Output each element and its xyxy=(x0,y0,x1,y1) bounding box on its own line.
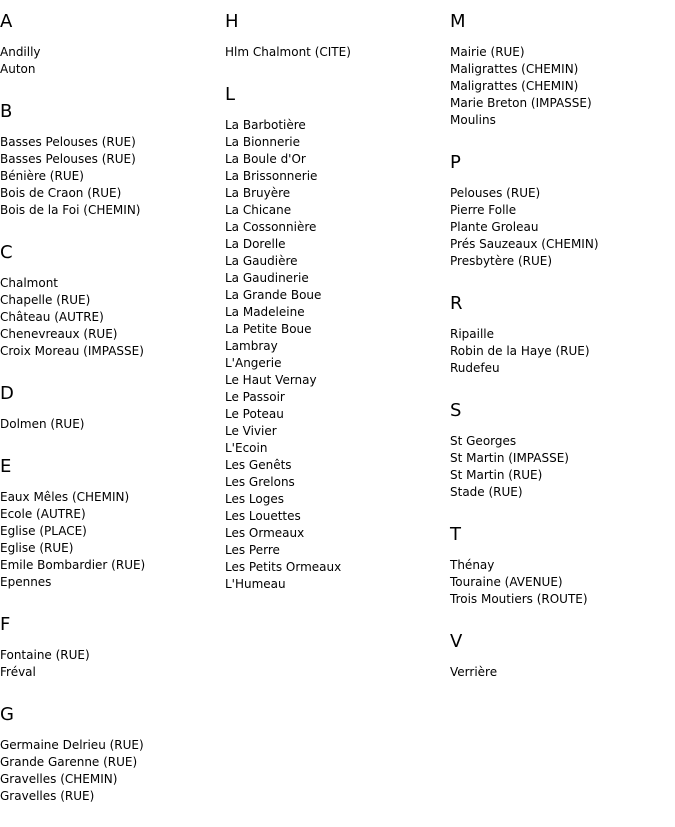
letter-section xyxy=(0,455,222,591)
street-link[interactable]: La Grande Boue xyxy=(225,288,322,302)
street-link[interactable]: Andilly xyxy=(0,45,41,59)
index-column xyxy=(0,10,222,827)
letter-section xyxy=(0,613,222,681)
street-link[interactable]: Dolmen (RUE) xyxy=(0,417,85,431)
street-link[interactable]: Fréval xyxy=(0,665,36,679)
section-letter-heading: G xyxy=(0,704,14,725)
street-link[interactable]: Basses Pelouses (RUE) xyxy=(0,152,136,166)
street-link[interactable]: Pierre Folle xyxy=(450,203,517,217)
section-letter-heading: R xyxy=(450,293,463,314)
street-link[interactable]: Ripaille xyxy=(450,327,495,341)
street-link[interactable]: St Martin (RUE) xyxy=(450,468,543,482)
section-letter-heading: B xyxy=(0,101,13,122)
street-link[interactable]: Maligrattes (CHEMIN) xyxy=(450,62,579,76)
street-link[interactable]: Trois Moutiers (ROUTE) xyxy=(450,592,588,606)
street-link[interactable]: Gravelles (CHEMIN) xyxy=(0,772,118,786)
street-link[interactable]: Le Haut Vernay xyxy=(225,373,317,387)
street-link[interactable]: St Georges xyxy=(450,434,517,448)
street-link[interactable]: La Gaudinerie xyxy=(225,271,309,285)
street-link[interactable]: Chapelle (RUE) xyxy=(0,293,91,307)
street-link[interactable]: La Gaudière xyxy=(225,254,298,268)
street-link[interactable]: Eglise (PLACE) xyxy=(0,524,87,538)
street-link[interactable]: Plante Groleau xyxy=(450,220,539,234)
street-link[interactable]: Les Genêts xyxy=(225,458,292,472)
street-link[interactable]: Ecole (AUTRE) xyxy=(0,507,86,521)
street-link[interactable]: Pelouses (RUE) xyxy=(450,186,541,200)
street-link[interactable]: Verrière xyxy=(450,665,498,679)
street-link[interactable]: La Boule d'Or xyxy=(225,152,306,166)
letter-section xyxy=(0,10,222,78)
street-link[interactable]: La Bruyère xyxy=(225,186,291,200)
street-link[interactable]: Eglise (RUE) xyxy=(0,541,74,555)
section-letter-heading: E xyxy=(0,456,12,477)
street-link[interactable]: Germaine Delrieu (RUE) xyxy=(0,738,144,752)
street-link[interactable]: Prés Sauzeaux (CHEMIN) xyxy=(450,237,599,251)
street-link[interactable]: Bois de la Foi (CHEMIN) xyxy=(0,203,141,217)
street-link[interactable]: Maligrattes (CHEMIN) xyxy=(450,79,579,93)
section-letter-heading: P xyxy=(450,152,461,173)
street-link[interactable]: L'Ecoin xyxy=(225,441,268,455)
street-link[interactable]: Rudefeu xyxy=(450,361,500,375)
letter-section xyxy=(225,83,447,593)
street-link[interactable]: Thénay xyxy=(450,558,495,572)
street-link[interactable]: Fontaine (RUE) xyxy=(0,648,90,662)
street-link[interactable]: Les Petits Ormeaux xyxy=(225,560,342,574)
index-column xyxy=(225,10,447,615)
letter-section xyxy=(0,703,222,805)
street-link[interactable]: Mairie (RUE) xyxy=(450,45,525,59)
street-link[interactable]: St Martin (IMPASSE) xyxy=(450,451,569,465)
street-link[interactable]: Robin de la Haye (RUE) xyxy=(450,344,590,358)
street-link[interactable]: Croix Moreau (IMPASSE) xyxy=(0,344,144,358)
section-letter-heading: A xyxy=(0,11,13,32)
street-link[interactable]: Lambray xyxy=(225,339,278,353)
letter-section xyxy=(450,630,672,681)
street-link[interactable]: La Madeleine xyxy=(225,305,305,319)
street-link[interactable]: Chalmont xyxy=(0,276,59,290)
street-link[interactable]: Eaux Mêles (CHEMIN) xyxy=(0,490,130,504)
street-link[interactable]: Gravelles (RUE) xyxy=(0,789,95,803)
section-letter-heading: H xyxy=(225,11,239,32)
street-link[interactable]: Emile Bombardier (RUE) xyxy=(0,558,146,572)
street-link[interactable]: Stade (RUE) xyxy=(450,485,523,499)
street-link[interactable]: Hlm Chalmont (CITE) xyxy=(225,45,351,59)
street-link[interactable]: La Petite Boue xyxy=(225,322,312,336)
letter-section xyxy=(0,382,222,433)
street-link[interactable]: La Brissonnerie xyxy=(225,169,318,183)
street-link[interactable]: Le Vivier xyxy=(225,424,277,438)
street-link[interactable]: Bénière (RUE) xyxy=(0,169,84,183)
letter-section xyxy=(225,10,447,61)
street-link[interactable]: La Barbotière xyxy=(225,118,306,132)
letter-section xyxy=(0,100,222,219)
street-link[interactable]: Les Louettes xyxy=(225,509,301,523)
section-letter-heading: T xyxy=(450,524,461,545)
street-link[interactable]: Le Passoir xyxy=(225,390,285,404)
street-link[interactable]: Basses Pelouses (RUE) xyxy=(0,135,136,149)
street-link[interactable]: Les Grelons xyxy=(225,475,295,489)
street-link[interactable]: La Chicane xyxy=(225,203,292,217)
street-link[interactable]: L'Angerie xyxy=(225,356,282,370)
street-link[interactable]: Grande Garenne (RUE) xyxy=(0,755,138,769)
street-link[interactable]: Marie Breton (IMPASSE) xyxy=(450,96,592,110)
street-link[interactable]: Presbytère (RUE) xyxy=(450,254,553,268)
section-letter-heading: V xyxy=(450,631,463,652)
street-link[interactable]: Touraine (AVENUE) xyxy=(450,575,563,589)
letter-section xyxy=(450,523,672,608)
street-link[interactable]: L'Humeau xyxy=(225,577,286,591)
street-link[interactable]: Les Ormeaux xyxy=(225,526,305,540)
section-letter-heading: C xyxy=(0,242,13,263)
street-link[interactable]: Château (AUTRE) xyxy=(0,310,104,324)
letter-section xyxy=(0,241,222,360)
street-link[interactable]: Moulins xyxy=(450,113,496,127)
letter-section xyxy=(450,292,672,377)
letter-section xyxy=(450,399,672,501)
section-letter-heading: D xyxy=(0,383,14,404)
street-link[interactable]: Bois de Craon (RUE) xyxy=(0,186,122,200)
section-letter-heading: F xyxy=(0,614,11,635)
street-link[interactable]: Les Perre xyxy=(225,543,280,557)
street-link[interactable]: Auton xyxy=(0,62,36,76)
section-letter-heading: L xyxy=(225,84,236,105)
letter-section xyxy=(450,10,672,129)
street-link[interactable]: Le Poteau xyxy=(225,407,284,421)
street-link[interactable]: Les Loges xyxy=(225,492,284,506)
section-letter-heading: S xyxy=(450,400,462,421)
street-link[interactable]: La Dorelle xyxy=(225,237,286,251)
street-link[interactable]: Epennes xyxy=(0,575,52,589)
street-link[interactable]: La Cossonnière xyxy=(225,220,317,234)
street-link[interactable]: La Bionnerie xyxy=(225,135,301,149)
street-link[interactable]: Chenevreaux (RUE) xyxy=(0,327,118,341)
index-column xyxy=(450,10,672,703)
letter-section xyxy=(450,151,672,270)
section-letter-heading: M xyxy=(450,11,466,32)
